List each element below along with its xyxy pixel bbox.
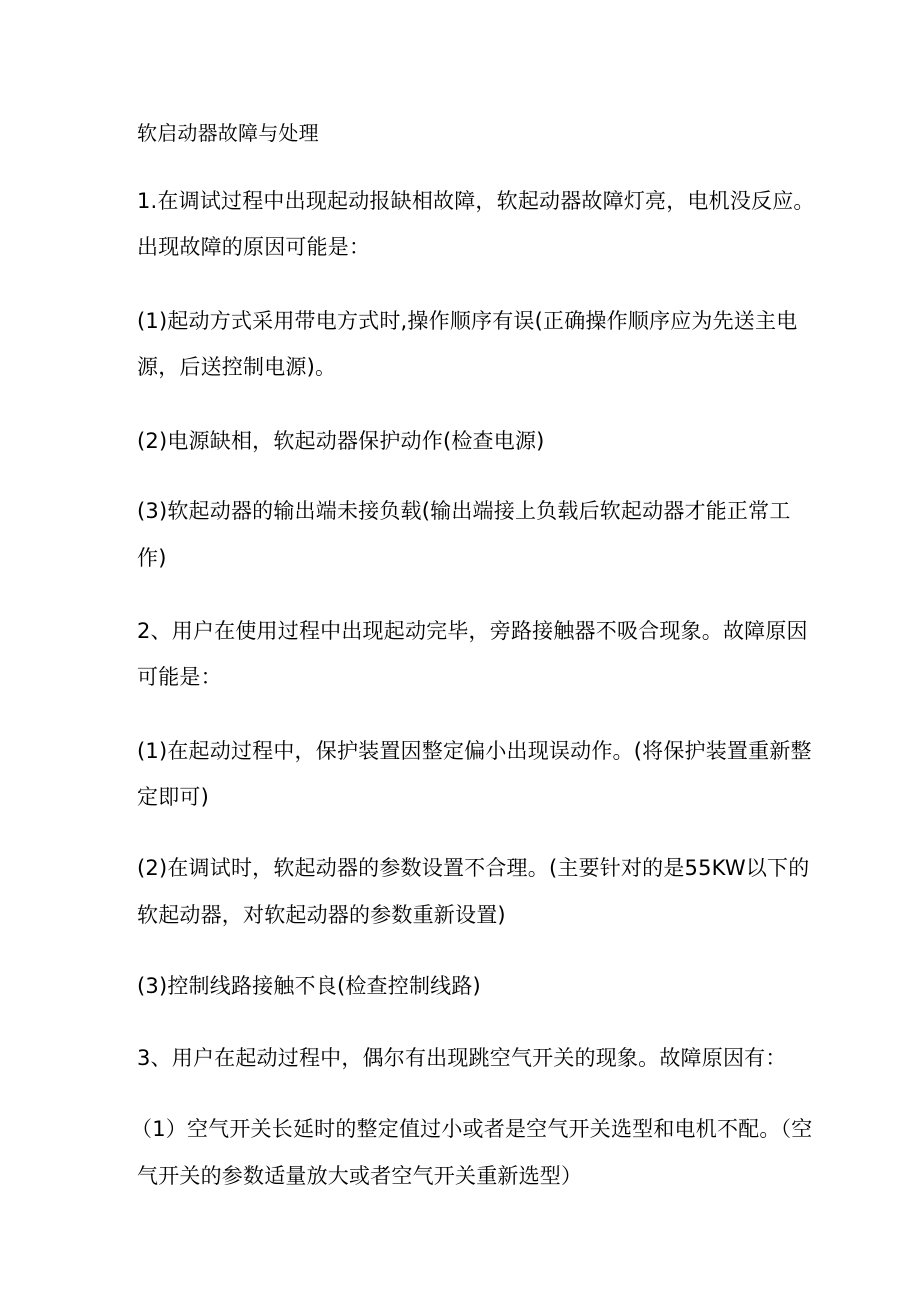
fault-1-cause-3-line-2: 作)	[137, 546, 167, 570]
fault-1-cause-2: (2)电源缺相，软起动器保护动作(检查电源)	[137, 429, 545, 453]
fault-2-cause-2-line-1: (2)在调试时，软起动器的参数设置不合理。(主要针对的是55KW以下的	[137, 856, 810, 880]
fault-2-cause-2-line-2: 软起动器，对软起动器的参数重新设置)	[137, 903, 506, 927]
document-title: 软启动器故障与处理	[137, 121, 319, 145]
fault-2-cause-1-line-2: 定即可)	[137, 785, 209, 809]
fault-3-cause-1-line-2: 气开关的参数适量放大或者空气开关重新选型）	[137, 1164, 583, 1188]
fault-2-line-1: 2、用户在使用过程中出现起动完毕，旁路接触器不吸合现象。故障原因	[137, 619, 808, 643]
fault-2-cause-1-line-1: (1)在起动过程中，保护装置因整定偏小出现误动作。(将保护装置重新整	[137, 739, 812, 763]
fault-1-line-2: 出现故障的原因可能是：	[137, 235, 371, 259]
fault-1-cause-1-line-1: (1)起动方式采用带电方式时,操作顺序有误(正确操作顺序应为先送主电	[137, 309, 798, 333]
fault-2-line-2: 可能是：	[137, 665, 222, 689]
fault-3-line-1: 3、用户在起动过程中，偶尔有出现跳空气开关的现象。故障原因有：	[137, 1046, 787, 1070]
fault-1-cause-1-line-2: 源，后送控制电源)。	[137, 355, 337, 379]
fault-1-line-1: 1.在调试过程中出现起动报缺相故障，软起动器故障灯亮，电机没反应。	[137, 189, 815, 213]
fault-2-cause-3: (3)控制线路接触不良(检查控制线路)	[137, 974, 481, 998]
fault-3-cause-1-line-1: （1）空气开关长延时的整定值过小或者是空气开关选型和电机不配。（空	[131, 1117, 813, 1141]
fault-1-cause-3-line-1: (3)软起动器的输出端未接负载(输出端接上负载后软起动器才能正常工	[137, 499, 791, 523]
